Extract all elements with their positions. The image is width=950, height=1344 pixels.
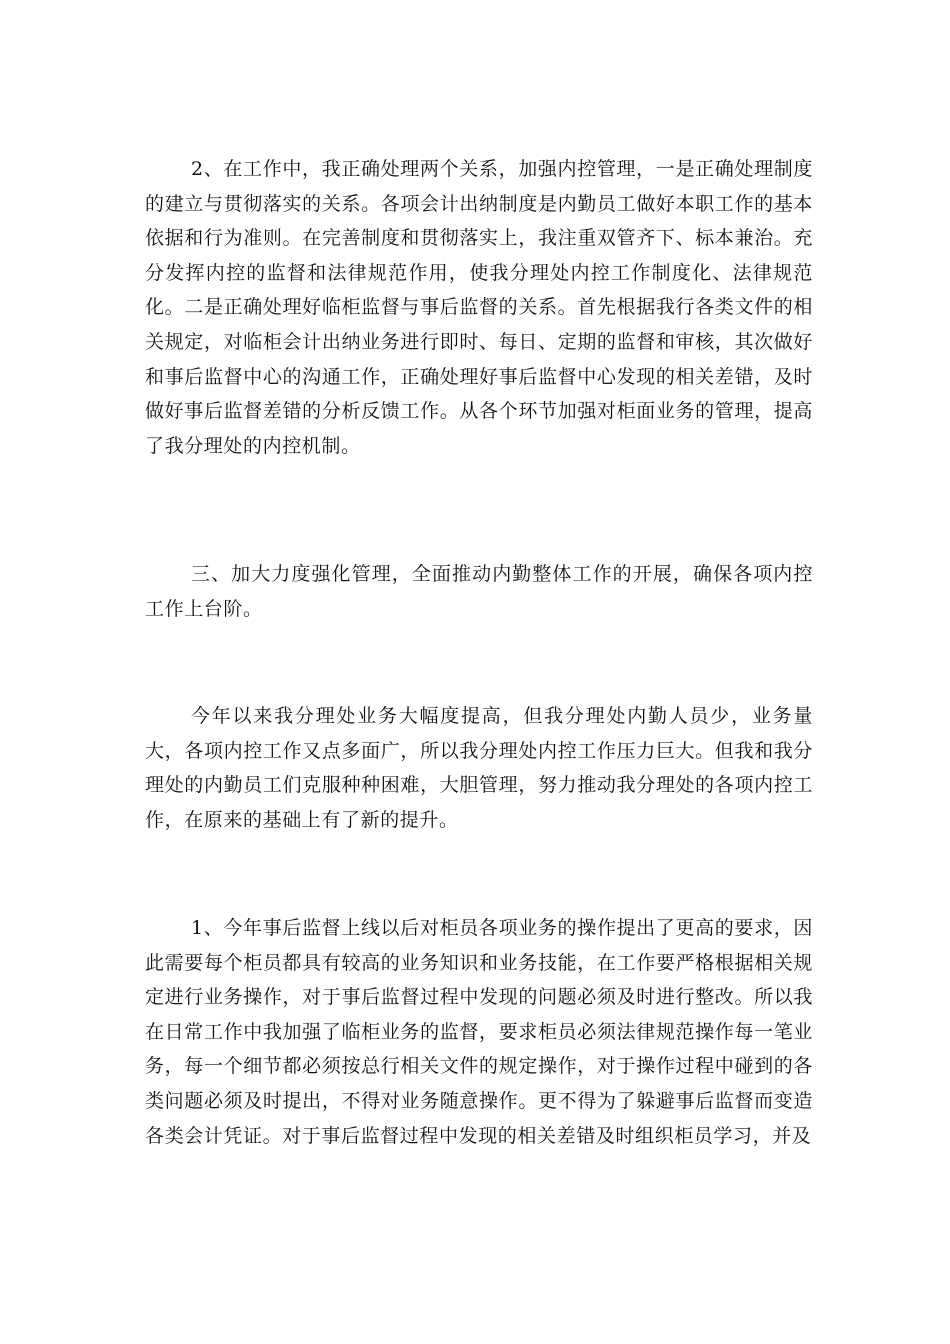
paragraph-internal-control-relations: 2、在工作中，我正确处理两个关系，加强内控管理，一是正确处理制度的建立与贯彻落实的关系。各项会计出纳制度是内勤员工做好本职工作的基本依据和行为准则。在完善制度和贯彻落实上，我注重双管齐下、标本兼治。充分发挥内控的监督和法律规范作用，使我分理处内控工作制度化、法律规范化。二是正确处理好临柜监督与事后监督的关系。首先根据我行各类文件的相关规定，对临柜会计出纳业务进行即时、每日、定期的监督和审核，其次做好和事后监督中心的沟通工作，正确处理好事后监督中心发现的相关差错，及时做好事后监督差错的分析反馈工作。从各个环节加强对柜面业务的管理，提高了我分理处的内控机制。 [145,158,813,457]
section-heading-three: 三、加大力度强化管理，全面推动内勤整体工作的开展，确保各项内控工作上台阶。 [145,563,813,620]
paragraph-post-supervision: 1、今年事后监督上线以后对柜员各项业务的操作提出了更高的要求，因此需要每个柜员都具有较高的业务知识和业务技能，在工作要严格根据相关规定进行业务操作，对于事后监督过程中发现的问题必须及时进行整改。所以我在日常工作中我加强了临柜业务的监督，要求柜员必须法律规范操作每一笔业务，每一个细节都必须按总行相关文件的规定操作，对于操作过程中碰到的各类问题必须及时提出，不得对业务随意操作。更不得为了躲避事后监督而变造各类会计凭证。对于事后监督过程中发现的相关差错及时组织柜员学习，并及 [145,917,813,1147]
paragraph-workload-overview: 今年以来我分理处业务大幅度提高，但我分理处内勤人员少，业务量大，各项内控工作又点多面广，所以我分理处内控工作压力巨大。但我和我分理处的内勤员工们克服种种困难，大胆管理，努力推动我分理处的各项内控工作，在原来的基础上有了新的提升。 [145,705,813,831]
